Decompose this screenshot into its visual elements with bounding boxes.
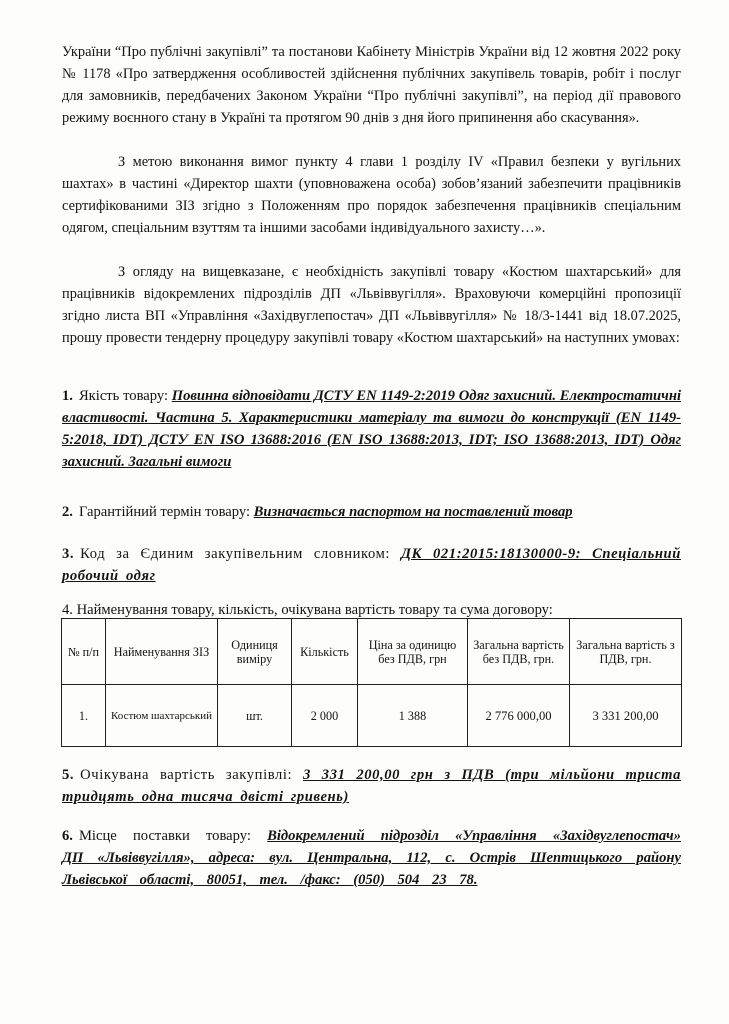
item-number: 6. [62,828,73,844]
item-value: Визначається паспортом на поставлений товар [253,504,573,520]
item-cost [62,764,681,808]
item-label: Гарантійний термін товару: [78,504,251,520]
paragraph-safety-rules: З метою виконання вимог пункту 4 глави 1 розділу IV «Правил безпеки у вугільних шахтах» в частині «Директор шахти (уповноважена особа) зобов’язаний забезпечити працівників сертифікованими ЗІЗ згідно з Положенням про порядок забезпечення працівників спеціальним одягом, спеціальним взуттям та іншими засобами індивідуального захисту…». [62,154,681,236]
item-number: 5. [62,767,75,783]
cell-total-vat: 3 331 200,00 [570,685,682,747]
goods-heading: 4. Найменування товару, кількість, очікувана вартість товару та сума договору: [62,602,553,618]
item-label: Очікувана вартість закупівлі: [80,767,293,783]
item-value: Повинна відповідати ДСТУ EN 1149-2:2019 Одяг захисний. Електростатичні властивості. Частина 5. Характеристики матеріалу та вимоги до конструкції (EN 1149-5:2018, IDT) ДСТУ EN ISO 13688:2016 (EN ISO 13688:2013, IDT; ISO 13688:2013, IDT) Одяг захисний. Загальні вимоги [62,388,681,470]
item-number: 3. [62,546,75,562]
cell-name: Костюм шахтарський [106,685,218,747]
table-row [62,685,682,747]
paragraph-legal-basis: України “Про публічні закупівлі” та постанови Кабінету Міністрів України від 12 жовтня 2022 року № 1178 «Про затвердження особливостей здійснення публічних закупівель товарів, робіт і послуг для замовників, передбачених Законом України “Про публічні закупівлі”, на період дії правового режиму воєнного стану в Україні та протягом 90 днів з дня його припинення або скасування». [62,44,681,126]
item-value: ДК 021:2015:18130000-9: Спеціальний робочий одяг [62,546,681,584]
column-header: Кількість [292,619,358,685]
cell-total-no-vat: 2 776 000,00 [468,685,570,747]
cell-quantity: 2 000 [292,685,358,747]
table-header-row [62,619,682,685]
column-header: Найменування ЗІЗ [106,619,218,685]
item-number: 1. [62,388,73,404]
column-header: Ціна за одиницю без ПДВ, грн [358,619,468,685]
item-value: 3 331 200,00 грн з ПДВ (три мільйони триста тридцять одна тисяча двісті гривень) [62,767,682,805]
column-header: Загальна вартість без ПДВ, грн. [468,619,570,685]
paragraph-request: З огляду на вищевказане, є необхідність закупівлі товару «Костюм шахтарський» для працівників відокремлених підрозділів ДП «Львіввугілля». Враховуючи комерційні пропозиції згідно листа ВП «Управління «Західвуглепостач» ДП «Львіввугілля» № 18/3-1441 від 18.07.2025, прошу провести тендерну процедуру закупівлі товару «Костюм шахтарський» на наступних умовах: [62,264,681,346]
item-quality [62,385,681,473]
item-label: Код за Єдиним закупівельним словником: [80,546,391,562]
item-delivery-place [62,825,681,891]
cell-price: 1 388 [358,685,468,747]
cell-number: 1. [62,685,106,747]
goods-table [61,618,682,747]
item-label: Місце поставки товару: [78,828,251,844]
cell-unit: шт. [218,685,292,747]
item-warranty [62,501,681,523]
column-header: № п/п [62,619,106,685]
item-code [62,543,681,587]
item-number: 2. [62,504,73,520]
item-value: Відокремлений підрозділ «Управління «Західвуглепостач» ДП «Львіввугілля», адреса: вул. Центральна, 112, с. Острів Шептицького району Львівської області, 80051, тел. /факс: (050) 504 23 78. [62,828,681,888]
column-header: Одиниця виміру [218,619,292,685]
item-label: Якість товару: [78,388,169,404]
column-header: Загальна вартість з ПДВ, грн. [570,619,682,685]
